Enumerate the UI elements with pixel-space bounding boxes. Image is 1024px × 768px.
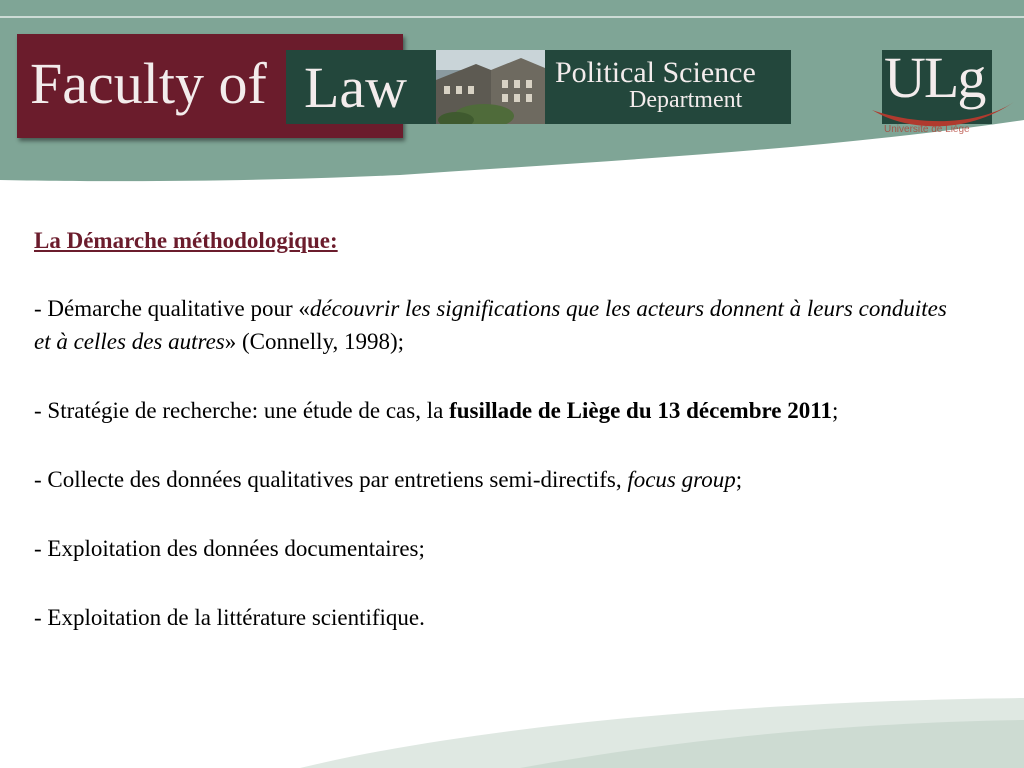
bullet-2-text-start: - Stratégie de recherche: une étude de cas, la — [34, 398, 450, 423]
bullet-documentary-data: - Exploitation des données documentaires; — [34, 536, 425, 561]
bullet-1-text-start: - Démarche qualitative pour « — [34, 296, 310, 321]
bullet-data-collection — [34, 463, 964, 496]
bullet-3-focus-group: focus group — [627, 467, 736, 492]
bullet-3-text-start: - Collecte des données qualitatives par entretiens semi-directifs, — [34, 467, 628, 492]
department-title-line1: Political Science — [555, 56, 756, 89]
faculty-of-title: Faculty of — [30, 51, 267, 116]
campus-photo — [436, 50, 545, 124]
bullet-scientific-literature: - Exploitation de la littérature scientifique. — [34, 605, 425, 630]
bullet-2-case: fusillade de Liège du 13 décembre 2011 — [449, 398, 832, 423]
bullet-2-text-end: ; — [831, 398, 839, 423]
bullet-1-quote: découvrir les significations que les acteurs donnent à leurs conduites et à celles des autres — [34, 296, 947, 354]
slide-body — [34, 226, 964, 670]
bullet-1-citation: » (Connelly, 1998); — [224, 329, 405, 354]
bullet-research-strategy — [34, 394, 964, 427]
bullet-3-text-end: ; — [735, 467, 743, 492]
law-title: Law — [304, 55, 408, 120]
ulg-logo: ULg — [884, 45, 985, 110]
bullet-qualitative-approach — [34, 292, 964, 358]
ulg-caption: Université de Liège — [884, 124, 970, 135]
slide-heading: La Démarche méthodologique: — [34, 228, 338, 253]
department-title-line2: Department — [629, 87, 743, 113]
